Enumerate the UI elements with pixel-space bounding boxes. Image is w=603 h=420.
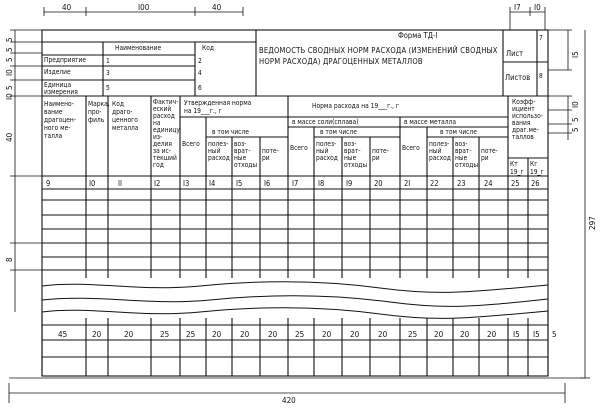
title-line-1: ВЕДОМОСТЬ СВОДНЫХ НОРМ РАСХОДА (ИЗМЕНЕНИЙ СВОДНЫХ bbox=[259, 46, 498, 55]
col12-h4: на bbox=[153, 119, 161, 127]
total-width: 420 bbox=[282, 396, 296, 405]
col-num-11: II bbox=[118, 179, 122, 188]
poteri-2a: поте- bbox=[372, 147, 389, 155]
col9-h1: Наимено- bbox=[44, 100, 74, 108]
bw-0: 45 bbox=[58, 330, 68, 339]
bw-15: 20 bbox=[487, 330, 497, 339]
mass-alloy: в массе соли(сплава) bbox=[292, 118, 359, 126]
vozvr-3b: врат- bbox=[455, 147, 472, 155]
dim-top-1: 40 bbox=[62, 3, 72, 12]
col12-h5: единицу bbox=[153, 126, 180, 134]
col11-h3: ценного bbox=[112, 116, 138, 124]
col12-h8: за ис- bbox=[153, 147, 171, 155]
lists-label: Листов bbox=[505, 73, 531, 82]
col-num-13: I3 bbox=[183, 179, 190, 188]
dim-top-2: I00 bbox=[138, 3, 150, 12]
col12-h1: Фактич- bbox=[153, 98, 179, 106]
vozvr-2c: ные bbox=[344, 154, 357, 162]
vozvr-1d: отходы bbox=[234, 161, 258, 169]
approved-h2: на 19___г., г bbox=[184, 107, 222, 115]
dim-top-5: I0 bbox=[534, 3, 541, 12]
col-num-21: 2I bbox=[404, 179, 411, 188]
cell-num-2: 2 bbox=[198, 57, 202, 65]
dim-left-6: I0 bbox=[5, 93, 14, 100]
approved-h1: Утвержденная норма bbox=[184, 99, 252, 107]
bw-5: 20 bbox=[212, 330, 222, 339]
col9-h4: ного ме- bbox=[44, 124, 71, 132]
vtch-2: в том числе bbox=[320, 128, 357, 136]
col-num-26: 26 bbox=[531, 179, 540, 188]
vsego-1: Всего bbox=[182, 140, 200, 148]
dim-top-4: I7 bbox=[514, 3, 521, 12]
cell-num-3: 3 bbox=[106, 69, 110, 77]
col-num-10: I0 bbox=[89, 179, 96, 188]
koef-h3: использо- bbox=[512, 112, 543, 120]
col-num-18: I8 bbox=[318, 179, 325, 188]
col-num-16: I6 bbox=[264, 179, 271, 188]
bw-8: 25 bbox=[295, 330, 305, 339]
col-num-24: 24 bbox=[484, 179, 493, 188]
norm-head: Норма расхода на 19___г., г bbox=[312, 102, 399, 110]
koef-h5: драг.ме- bbox=[512, 126, 539, 134]
bw-6: 20 bbox=[240, 330, 250, 339]
dim-left-8: 8 bbox=[5, 257, 14, 262]
col11-h1: Код bbox=[112, 100, 124, 108]
col-num-22: 22 bbox=[430, 179, 439, 188]
vozvr-1a: воз- bbox=[234, 140, 247, 148]
kt-b: 19_г bbox=[510, 168, 524, 176]
dim-right-1: I5 bbox=[571, 51, 580, 58]
dim-left-5: 5 bbox=[5, 85, 14, 90]
dim-left-7: 40 bbox=[5, 132, 14, 142]
bw-12: 25 bbox=[408, 330, 418, 339]
col12-h6: из- bbox=[153, 133, 163, 141]
col-num-14: I4 bbox=[209, 179, 216, 188]
kg-b: 19_г bbox=[530, 168, 544, 176]
dim-right-2: I0 bbox=[571, 101, 580, 108]
vtch-3: в том числе bbox=[440, 128, 477, 136]
col10-h3: филь bbox=[88, 116, 105, 124]
poteri-3b: ри bbox=[481, 154, 489, 162]
poteri-1b: ри bbox=[262, 154, 270, 162]
col9-h2: вание bbox=[44, 108, 63, 116]
vozvr-1c: ные bbox=[234, 154, 247, 162]
polezn-2c: расход bbox=[316, 154, 338, 162]
header-edin: Единица bbox=[44, 81, 72, 89]
header-izdelie: Изделие bbox=[44, 68, 71, 76]
header-naimen: Наименование bbox=[115, 44, 162, 52]
col12-h3: расход bbox=[153, 112, 175, 120]
header-predpr: Предприятие bbox=[44, 56, 87, 64]
dim-right-4: 5 bbox=[571, 127, 580, 132]
vozvr-2b: врат- bbox=[344, 147, 361, 155]
col-num-19: I9 bbox=[346, 179, 353, 188]
cell-num-7: 7 bbox=[539, 34, 543, 42]
col12-h2: еский bbox=[153, 105, 172, 113]
vozvr-1b: врат- bbox=[234, 147, 251, 155]
cell-num-1: 1 bbox=[106, 57, 110, 65]
header-kod: Код bbox=[202, 44, 214, 52]
polezn-3b: ный bbox=[429, 147, 442, 155]
koef-h6: таллов bbox=[512, 133, 534, 141]
dim-top-3: 40 bbox=[212, 3, 222, 12]
col10-h2: про- bbox=[88, 108, 102, 116]
bw-13: 20 bbox=[434, 330, 444, 339]
vozvr-2d: отходы bbox=[344, 161, 368, 169]
polezn-1c: расход bbox=[208, 154, 230, 162]
dim-left-3: 5 bbox=[5, 57, 14, 62]
kg-a: Кг bbox=[530, 160, 538, 168]
polezn-1a: полез- bbox=[208, 140, 229, 148]
koef-h2: ициент bbox=[512, 105, 535, 113]
mass-metal: в массе металла bbox=[404, 118, 456, 126]
form-label: Форма ТД-I bbox=[398, 31, 438, 40]
dim-right-total: 297 bbox=[588, 216, 597, 230]
vozvr-2a: воз- bbox=[344, 140, 357, 148]
list-label: Лист bbox=[506, 49, 524, 58]
col11-h2: драго- bbox=[112, 108, 133, 116]
cell-num-5: 5 bbox=[106, 84, 110, 92]
bw-2: 20 bbox=[124, 330, 134, 339]
polezn-3c: расход bbox=[429, 154, 451, 162]
koef-h1: Коэфф- bbox=[512, 98, 536, 106]
header-izmer: измерения bbox=[44, 88, 78, 96]
bw-16: I5 bbox=[513, 330, 520, 339]
bw-7: 20 bbox=[268, 330, 278, 339]
col-num-17: I7 bbox=[292, 179, 299, 188]
vsego-2: Всего bbox=[290, 144, 308, 152]
bw-11: 20 bbox=[378, 330, 388, 339]
col-num-12: I2 bbox=[154, 179, 161, 188]
dim-left-1: 5 bbox=[5, 37, 14, 42]
cell-num-8: 8 bbox=[539, 72, 543, 80]
dim-left-2: 5 bbox=[5, 47, 14, 52]
col-num-9: 9 bbox=[46, 179, 51, 188]
bw-4: 25 bbox=[186, 330, 196, 339]
col-num-25: 25 bbox=[511, 179, 520, 188]
polezn-2b: ный bbox=[316, 147, 329, 155]
cell-num-6: 6 bbox=[198, 84, 202, 92]
col12-h10: год bbox=[153, 161, 164, 169]
col9-h3: драгоцен- bbox=[44, 116, 76, 124]
koef-h4: вания bbox=[512, 119, 531, 127]
bw-10: 20 bbox=[350, 330, 360, 339]
bw-9: 20 bbox=[322, 330, 332, 339]
title-line-2: НОРМ РАСХОДА) ДРАГОЦЕННЫХ МЕТАЛЛОВ bbox=[259, 57, 423, 66]
dim-left-4: I0 bbox=[5, 69, 14, 76]
poteri-3a: поте- bbox=[481, 147, 498, 155]
cell-num-4: 4 bbox=[198, 69, 202, 77]
vozvr-3d: отходы bbox=[455, 161, 479, 169]
polezn-2a: полез- bbox=[316, 140, 337, 148]
col-num-20: 20 bbox=[374, 179, 383, 188]
col-num-15: I5 bbox=[236, 179, 243, 188]
vsego-3: Всего bbox=[402, 144, 420, 152]
bw-17: I5 bbox=[533, 330, 540, 339]
dim-right-3: 5 bbox=[571, 117, 580, 122]
vozvr-3a: воз- bbox=[455, 140, 468, 148]
bw-14: 20 bbox=[460, 330, 470, 339]
poteri-1a: поте- bbox=[262, 147, 279, 155]
col-numbers bbox=[46, 179, 540, 188]
col11-h4: металла bbox=[112, 124, 139, 132]
col10-h1: Марка, bbox=[88, 100, 110, 108]
kt-a: Кт bbox=[510, 160, 518, 168]
poteri-2b: ри bbox=[372, 154, 380, 162]
col-num-23: 23 bbox=[457, 179, 466, 188]
vtch-1: в том числе bbox=[212, 128, 249, 136]
polezn-3a: полез- bbox=[429, 140, 450, 148]
vozvr-3c: ные bbox=[455, 154, 468, 162]
col12-h9: текший bbox=[153, 154, 177, 162]
bw-18: 5 bbox=[552, 330, 557, 339]
polezn-1b: ный bbox=[208, 147, 221, 155]
col9-h5: талла bbox=[44, 132, 63, 140]
bw-1: 20 bbox=[92, 330, 102, 339]
col12-h7: делия bbox=[153, 140, 172, 148]
bw-3: 25 bbox=[160, 330, 170, 339]
